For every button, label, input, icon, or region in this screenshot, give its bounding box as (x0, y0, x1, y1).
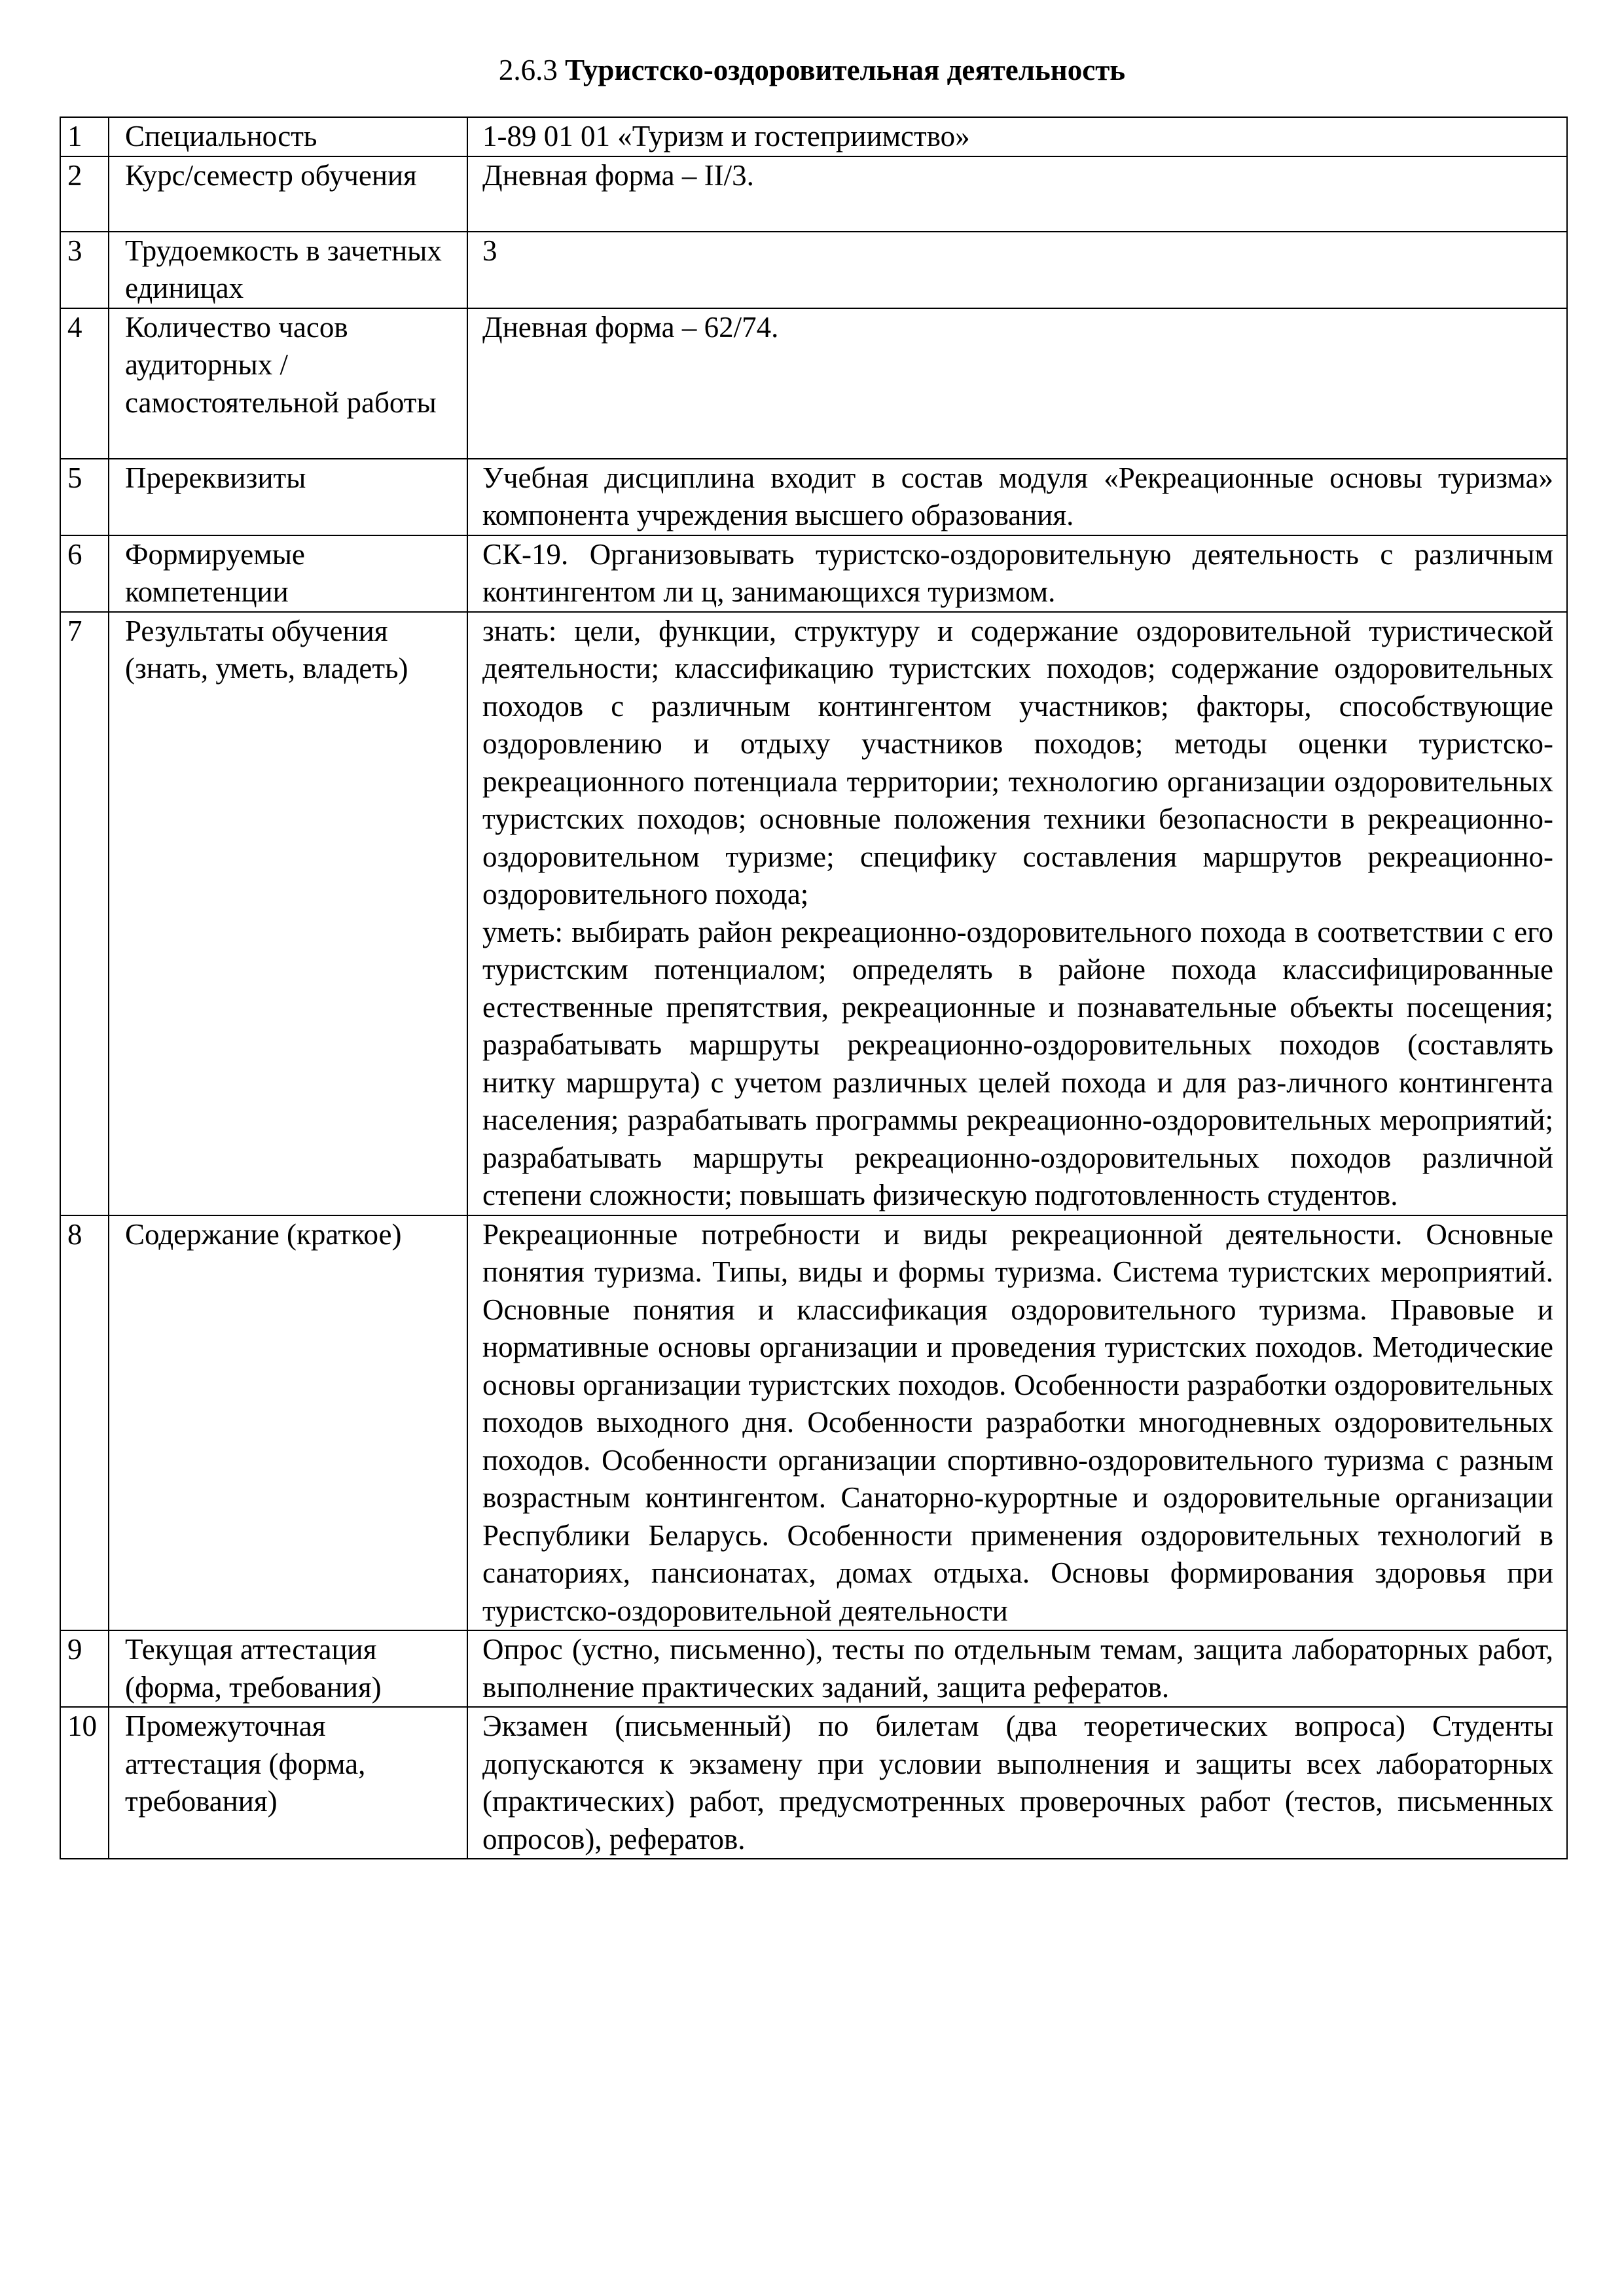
row-number: 1 (60, 117, 109, 156)
results-can-text: уметь: выбирать район рекреационно-оздоровительного похода в соответствии с его туристским потенциалом; определять в районе похода классифицированные естественные препятствия, рекреационные и познавательные объекты посещения; разрабатывать маршруты рекреационно-оздоровительных походов (составлять нитку маршрута) с учетом различных целей похода и для раз-личного контингента населения; разрабатывать программы рекреационно-оздоровительных мероприятий; разрабатывать маршруты рекреационно-оздоровительных походов различной степени сложности; повышать физическую подготовленность студентов. (482, 915, 1553, 1211)
table-row (60, 232, 1567, 308)
row-value: Рекреационные потребности и виды рекреационной деятельности. Основные понятия туризма. Типы, виды и формы туризма. Система туристских мероприятий. Основные понятия и классификация оздоровительного туризма. Правовые и нормативные основы организации и проведения туристских походов. Методические основы организации туристских походов. Особенности разработки оздоровительных походов выходного дня. Особенности разработки многодневных оздоровительных походов. Особенности организации спортивно-оздоровительного туризма с разным возрастным контингентом. Санаторно-курортные и оздоровительные организации Республики Беларусь. Особенности применения оздоровительных технологий в санаториях, пансионатах, домах отдыха. Основы формирования здоровья при туристско-оздоровительной деятельности (467, 1215, 1567, 1631)
row-number: 9 (60, 1630, 109, 1707)
table-row (60, 1215, 1567, 1631)
row-label: Промежуточная аттестация (форма, требования) (109, 1707, 467, 1859)
row-label: Трудоемкость в зачетных единицах (109, 232, 467, 308)
page-title (0, 51, 1624, 89)
table-row (60, 459, 1567, 535)
section-name: Туристско-оздоровительная деятельность (565, 54, 1126, 86)
row-value: Дневная форма – 62/74. (467, 308, 1567, 459)
row-label: Количество часов аудиторных / самостоятельной работы (109, 308, 467, 459)
table-row (60, 612, 1567, 1215)
table-row (60, 535, 1567, 612)
table-row (60, 156, 1567, 232)
row-label: Пререквизиты (109, 459, 467, 535)
row-label: Содержание (краткое) (109, 1215, 467, 1631)
section-number: 2.6.3 (498, 54, 558, 86)
row-label: Специальность (109, 117, 467, 156)
row-label: Формируемые компетенции (109, 535, 467, 612)
row-number: 3 (60, 232, 109, 308)
results-know-text: знать: цели, функции, структуру и содержание оздоровительной туристической деятельности; классификацию туристских походов; содержание оздоровительных походов с различным контингентом участников; факторы, способствующие оздоровлению и отдыху участников походов; методы оценки туристско-рекреационного потенциала территории; технологию организации оздоровительных туристских походов; основные положения техники безопасности в рекреационно-оздоровительном туризме; специфику составления маршрутов рекреационно-оздоровительного похода; (482, 614, 1553, 910)
row-value: 3 (467, 232, 1567, 308)
row-number: 2 (60, 156, 109, 232)
table-row (60, 117, 1567, 156)
row-number: 8 (60, 1215, 109, 1631)
row-label: Курс/семестр обучения (109, 156, 467, 232)
row-value: Экзамен (письменный) по билетам (два теоретических вопроса) Студенты допускаются к экзамену при условии выполнения и защиты всех лабораторных (практических) работ, предусмотренных проверочных работ (тестов, письменных опросов), рефератов. (467, 1707, 1567, 1859)
row-number: 7 (60, 612, 109, 1215)
row-value-results (467, 612, 1567, 1215)
row-label: Результаты обучения (знать, уметь, владеть) (109, 612, 467, 1215)
row-number: 10 (60, 1707, 109, 1859)
row-value: Учебная дисциплина входит в состав модуля «Рекреационные основы туризма» компонента учреждения высшего образования. (467, 459, 1567, 535)
row-value: СК-19. Организовывать туристско-оздоровительную деятельность с различным контингентом ли ц, занимающихся туризмом. (467, 535, 1567, 612)
row-number: 5 (60, 459, 109, 535)
discipline-table (60, 117, 1568, 1859)
table-row (60, 308, 1567, 459)
row-value: Опрос (устно, письменно), тесты по отдельным темам, защита лабораторных работ, выполнение практических заданий, защита рефератов. (467, 1630, 1567, 1707)
table-row (60, 1707, 1567, 1859)
row-number: 6 (60, 535, 109, 612)
table-row (60, 1630, 1567, 1707)
row-value: Дневная форма – II/3. (467, 156, 1567, 232)
row-value: 1-89 01 01 «Туризм и гостеприимство» (467, 117, 1567, 156)
row-number: 4 (60, 308, 109, 459)
row-label: Текущая аттестация (форма, требования) (109, 1630, 467, 1707)
